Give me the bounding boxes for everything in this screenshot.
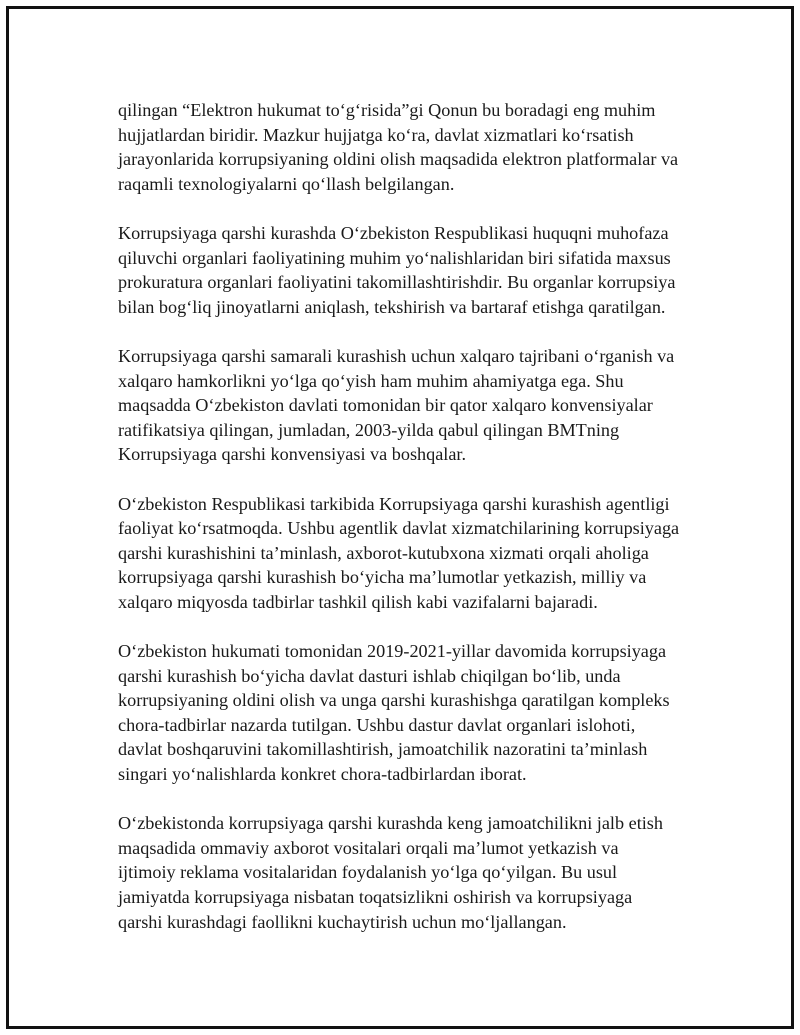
- paragraph-line: xalqaro hamkorlikni yo‘lga qo‘yish ham muhim ahamiyatga ega. Shu: [118, 370, 624, 391]
- document-body: [118, 98, 708, 959]
- paragraph-line: faoliyat ko‘rsatmoqda. Ushbu agentlik davlat xizmatchilarining korrupsiyaga: [118, 518, 680, 539]
- paragraph-line: chora-tadbirlar nazarda tutilgan. Ushbu dastur davlat organlari islohoti,: [118, 714, 636, 735]
- paragraph-line: korrupsiyaga qarshi kurashish bo‘yicha ma’lumotlar yetkazish, milliy va: [118, 567, 647, 588]
- paragraph-1: [118, 98, 708, 196]
- paragraph-line: hujjatlardan biridir. Mazkur hujjatga ko‘ra, davlat xizmatlari ko‘rsatish: [118, 124, 634, 145]
- paragraph-line: xalqaro miqyosda tadbirlar tashkil qilish kabi vazifalarni bajaradi.: [118, 591, 598, 612]
- paragraph-line: jarayonlarida korrupsiyaning oldini olish maqsadida elektron platformalar va: [118, 149, 679, 170]
- paragraph-line: qarshi kurashish bo‘yicha davlat dasturi ishlab chiqilgan bo‘lib, unda: [118, 665, 621, 686]
- paragraph-line: singari yo‘nalishlarda konkret chora-tadbirlardan iborat.: [118, 764, 527, 785]
- paragraph-line: O‘zbekiston hukumati tomonidan 2019-2021-yillar davomida korrupsiyaga: [118, 641, 667, 662]
- paragraph-line: qarshi kurashishini ta’minlash, axborot-kutubxona xizmati orqali aholiga: [118, 542, 649, 563]
- paragraph-line: qarshi kurashdagi faollikni kuchaytirish uchun mo‘ljallangan.: [118, 911, 567, 932]
- paragraph-line: Korrupsiyaga qarshi konvensiyasi va boshqalar.: [118, 444, 467, 465]
- paragraph-line: prokuratura organlari faoliyatini takomillashtirishdir. Bu organlar korrupsiya: [118, 272, 676, 293]
- paragraph-5: [118, 639, 708, 787]
- paragraph-line: raqamli texnologiyalarni qo‘llash belgilangan.: [118, 173, 455, 194]
- paragraph-line: jamiyatda korrupsiyaga nisbatan toqatsizlikni oshirish va korrupsiyaga: [118, 887, 633, 907]
- paragraph-line: korrupsiyaning oldini olish va unga qarshi kurashishga qaratilgan kompleks: [118, 690, 670, 711]
- paragraph-line: O‘zbekiston Respublikasi tarkibida Korrupsiyaga qarshi kurashish agentligi: [118, 493, 670, 514]
- paragraph-line: ijtimoiy reklama vositalaridan foydalanish yo‘lga qo‘yilgan. Bu usul: [118, 862, 618, 883]
- paragraph-line: qiluvchi organlari faoliyatining muhim yo‘nalishlaridan biri sifatida maxsus: [118, 247, 671, 268]
- paragraph-line: davlat boshqaruvini takomillashtirish, jamoatchilik nazoratini ta’minlash: [118, 739, 648, 760]
- paragraph-line: bilan bog‘liq jinoyatlarni aniqlash, tekshirish va bartaraf etishga qaratilgan.: [118, 296, 666, 317]
- page-frame: [6, 6, 794, 1029]
- paragraph-line: maqsadida ommaviy axborot vositalari orqali ma’lumot yetkazish va: [118, 837, 619, 858]
- paragraph-line: O‘zbekistonda korrupsiyaga qarshi kurashda keng jamoatchilikni jalb etish: [118, 813, 663, 834]
- paragraph-4: [118, 492, 708, 615]
- paragraph-line: qilingan “Elektron hukumat to‘g‘risida”gi Qonun bu boradagi eng muhim: [118, 100, 656, 120]
- paragraph-2: [118, 221, 708, 319]
- paragraph-3: [118, 344, 708, 467]
- paragraph-line: Korrupsiyaga qarshi kurashda O‘zbekiston Respublikasi huquqni muhofaza: [118, 222, 669, 243]
- paragraph-6: [118, 811, 708, 934]
- paragraph-line: ratifikatsiya qilingan, jumladan, 2003-yilda qabul qilingan BMTning: [118, 419, 620, 440]
- paragraph-line: maqsadda O‘zbekiston davlati tomonidan bir qator xalqaro konvensiyalar: [118, 395, 653, 416]
- paragraph-line: Korrupsiyaga qarshi samarali kurashish uchun xalqaro tajribani o‘rganish va: [118, 345, 675, 366]
